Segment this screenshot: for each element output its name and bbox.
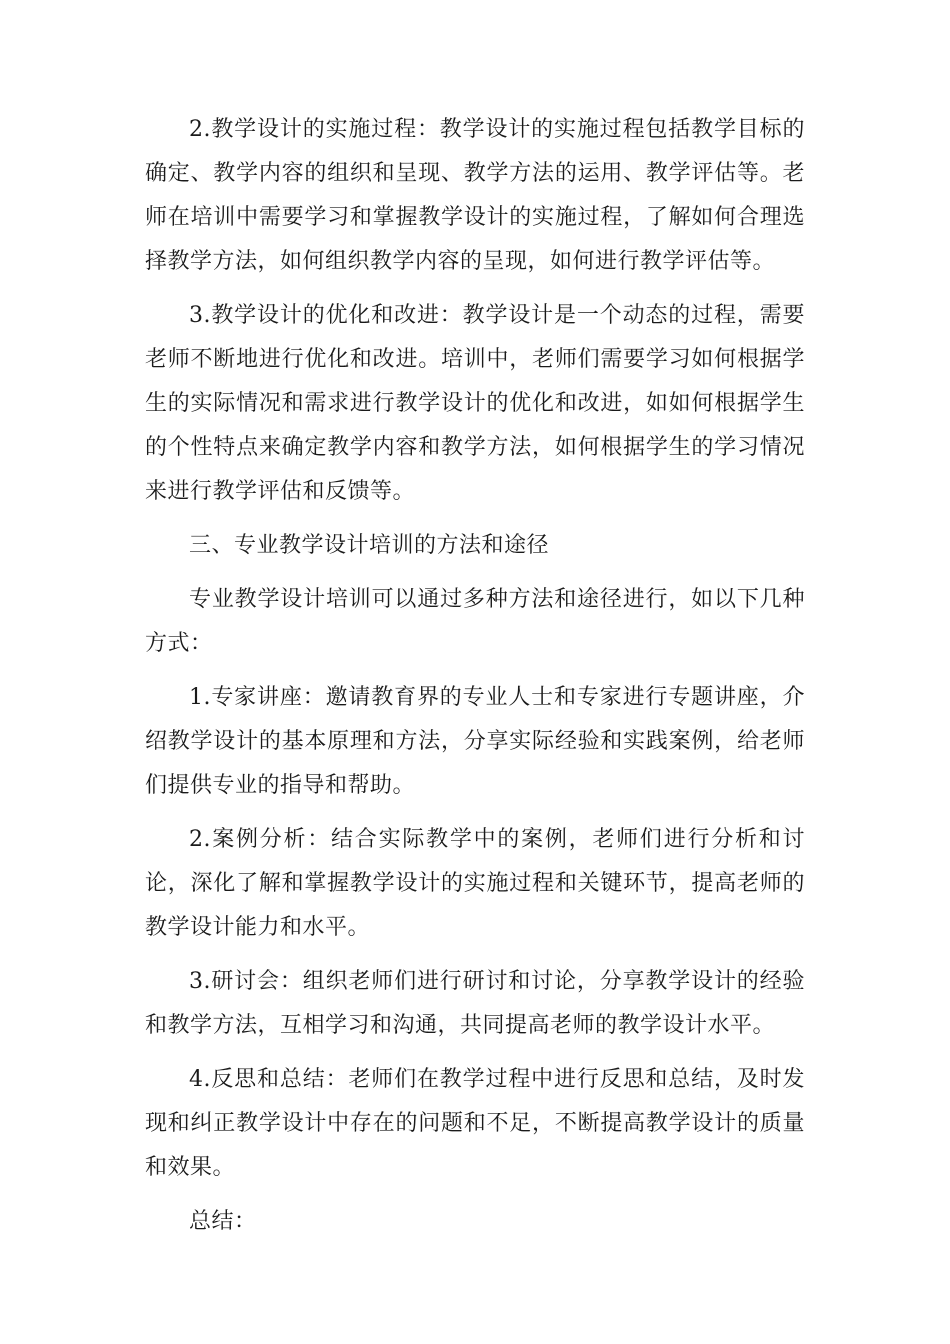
- document-body: [145, 108, 805, 1254]
- paragraph-expert-lecture: 1.专家讲座：邀请教育界的专业人士和专家进行专题讲座，介绍教学设计的基本原理和方法，分享实际经验和实践案例，给老师们提供专业的指导和帮助。: [145, 685, 805, 798]
- paragraph-reflection: 4.反思和总结：老师们在教学过程中进行反思和总结，及时发现和纠正教学设计中存在的问题和不足，不断提高教学设计的质量和效果。: [145, 1067, 805, 1180]
- paragraph-seminar: 3.研讨会：组织老师们进行研讨和讨论，分享教学设计的经验和教学方法，互相学习和沟通，共同提高老师的教学设计水平。: [145, 969, 805, 1038]
- paragraph-methods-intro: 专业教学设计培训可以通过多种方法和途径进行，如以下几种方式：: [145, 587, 805, 656]
- section-heading-methods: 三、专业教学设计培训的方法和途径: [189, 533, 550, 558]
- summary-heading: 总结：: [189, 1209, 257, 1234]
- paragraph-implementation-process: 2.教学设计的实施过程：教学设计的实施过程包括教学目标的确定、教学内容的组织和呈现、教学方法的运用、教学评估等。老师在培训中需要学习和掌握教学设计的实施过程，了解如何合理选择教学方法，如何组织教学内容的呈现，如何进行教学评估等。: [145, 117, 805, 274]
- paragraph-case-analysis: 2.案例分析：结合实际教学中的案例，老师们进行分析和讨论，深化了解和掌握教学设计的实施过程和关键环节，提高老师的教学设计能力和水平。: [145, 827, 805, 940]
- paragraph-optimization: 3.教学设计的优化和改进：教学设计是一个动态的过程，需要老师不断地进行优化和改进。培训中，老师们需要学习如何根据学生的实际情况和需求进行教学设计的优化和改进，如如何根据学生的个性特点来确定教学内容和教学方法，如何根据学生的学习情况来进行教学评估和反馈等。: [145, 303, 805, 504]
